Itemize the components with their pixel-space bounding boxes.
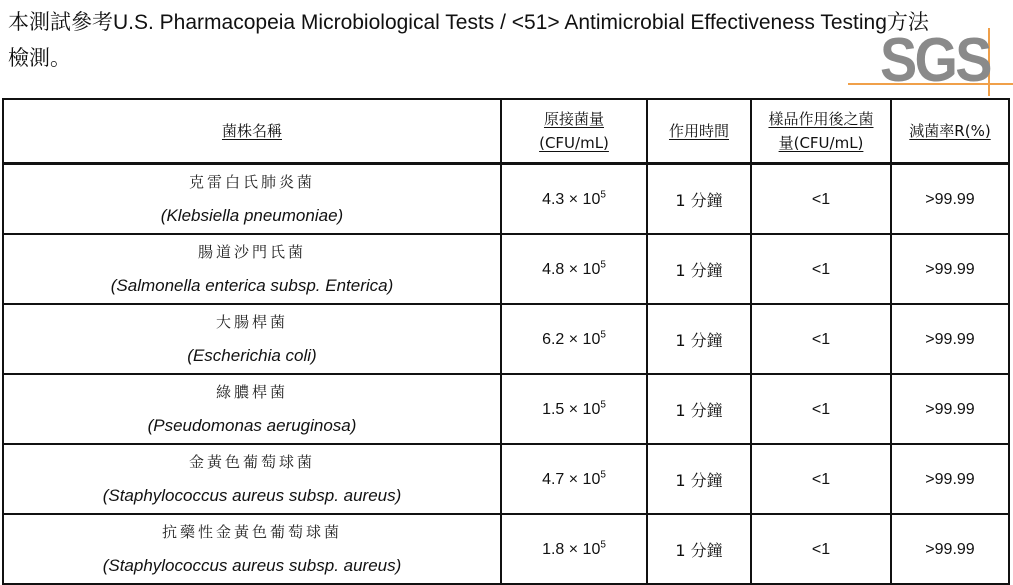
post-count-value: <1 xyxy=(811,541,831,558)
initial-count-exponent: 5 xyxy=(600,259,606,271)
initial-count-value xyxy=(542,331,606,348)
header-contact-time-label: 作用時間 xyxy=(668,122,729,140)
reduction-rate-cell xyxy=(891,514,1009,584)
initial-count-base: 4.7 × 10 xyxy=(542,471,601,488)
table-row xyxy=(3,374,1009,444)
contact-time-value: 1 分鐘 xyxy=(675,470,723,490)
contact-time-cell xyxy=(647,374,751,444)
reduction-rate-value: >99.99 xyxy=(925,261,975,278)
initial-count-exponent: 5 xyxy=(600,539,606,551)
strain-name-scientific: (Pseudomonas aeruginosa) xyxy=(147,416,357,435)
intro-text: 本測試參考U.S. Pharmacopeia Microbiological Tests / <51> Antimicrobial Effectiveness Testing方法檢測。 xyxy=(8,11,929,70)
contact-time-cell xyxy=(647,304,751,374)
initial-count-base: 1.8 × 10 xyxy=(542,541,601,558)
table-row xyxy=(3,514,1009,584)
contact-time-cell xyxy=(647,444,751,514)
contact-time-cell xyxy=(647,234,751,304)
initial-count-exponent: 5 xyxy=(600,469,606,481)
post-count-cell xyxy=(751,164,891,235)
initial-count-value xyxy=(542,191,606,208)
header-initial-count-unit: (CFU/mL) xyxy=(539,134,609,152)
contact-time-cell xyxy=(647,164,751,235)
post-count-cell xyxy=(751,304,891,374)
initial-count-cell xyxy=(501,304,647,374)
strain-name-chinese: 抗藥性金黃色葡萄球菌 xyxy=(161,523,342,541)
header-post-count xyxy=(751,99,891,164)
initial-count-cell xyxy=(501,164,647,235)
post-count-value: <1 xyxy=(811,191,831,208)
contact-time-value: 1 分鐘 xyxy=(675,190,723,210)
header-post-count-label: 樣品作用後之菌 xyxy=(768,110,874,128)
reduction-rate-value: >99.99 xyxy=(925,471,975,488)
initial-count-exponent: 5 xyxy=(600,329,606,341)
initial-count-exponent: 5 xyxy=(600,399,606,411)
strain-name-chinese: 綠膿桿菌 xyxy=(215,383,288,401)
header-contact-time xyxy=(647,99,751,164)
header-strain-name-label: 菌株名稱 xyxy=(221,122,282,140)
initial-count-base: 4.8 × 10 xyxy=(542,261,601,278)
strain-name-chinese: 腸道沙門氏菌 xyxy=(197,243,306,261)
table-row xyxy=(3,444,1009,514)
strain-name-chinese: 克雷白氏肺炎菌 xyxy=(188,173,315,191)
table-row xyxy=(3,234,1009,304)
strain-name-cell xyxy=(3,374,501,444)
contact-time-value: 1 分鐘 xyxy=(675,260,723,280)
table-row xyxy=(3,304,1009,374)
reduction-rate-cell xyxy=(891,304,1009,374)
initial-count-base: 4.3 × 10 xyxy=(542,191,601,208)
strain-name-scientific: (Staphylococcus aureus subsp. aureus) xyxy=(102,486,402,505)
header-post-count-unit: 量(CFU/mL) xyxy=(778,134,864,152)
header-reduction-rate-label: 減菌率R(%) xyxy=(909,122,991,140)
contact-time-value: 1 分鐘 xyxy=(675,330,723,350)
initial-count-value xyxy=(542,261,606,278)
initial-count-base: 6.2 × 10 xyxy=(542,331,601,348)
initial-count-cell xyxy=(501,234,647,304)
strain-name-chinese: 大腸桿菌 xyxy=(215,313,288,331)
strain-name-cell xyxy=(3,234,501,304)
reduction-rate-value: >99.99 xyxy=(925,541,975,558)
post-count-cell xyxy=(751,514,891,584)
initial-count-base: 1.5 × 10 xyxy=(542,401,601,418)
contact-time-value: 1 分鐘 xyxy=(675,400,723,420)
strain-name-chinese: 金黃色葡萄球菌 xyxy=(188,453,315,471)
initial-count-cell xyxy=(501,514,647,584)
reduction-rate-cell xyxy=(891,164,1009,235)
reduction-rate-cell xyxy=(891,374,1009,444)
reduction-rate-cell xyxy=(891,234,1009,304)
table-header-row xyxy=(3,99,1009,164)
post-count-value: <1 xyxy=(811,401,831,418)
strain-name-cell xyxy=(3,164,501,235)
strain-name-scientific: (Klebsiella pneumoniae) xyxy=(160,206,344,225)
reduction-rate-cell xyxy=(891,444,1009,514)
initial-count-value xyxy=(542,471,606,488)
post-count-value: <1 xyxy=(811,261,831,278)
reduction-rate-value: >99.99 xyxy=(925,191,975,208)
header-initial-count-label: 原接菌量 xyxy=(543,110,604,128)
initial-count-cell xyxy=(501,444,647,514)
post-count-cell xyxy=(751,234,891,304)
initial-count-cell xyxy=(501,374,647,444)
header-strain-name xyxy=(3,99,501,164)
strain-name-cell xyxy=(3,444,501,514)
strain-name-scientific: (Salmonella enterica subsp. Enterica) xyxy=(110,276,394,295)
contact-time-value: 1 分鐘 xyxy=(675,540,723,560)
header-initial-count xyxy=(501,99,647,164)
initial-count-value xyxy=(542,541,606,558)
table-row xyxy=(3,164,1009,235)
strain-name-scientific: (Staphylococcus aureus subsp. aureus) xyxy=(102,556,402,575)
post-count-cell xyxy=(751,374,891,444)
initial-count-value xyxy=(542,401,606,418)
strain-name-cell xyxy=(3,304,501,374)
strain-name-scientific: (Escherichia coli) xyxy=(187,346,317,365)
initial-count-exponent: 5 xyxy=(600,189,606,201)
header-reduction-rate xyxy=(891,99,1009,164)
results-table xyxy=(2,98,1010,585)
contact-time-cell xyxy=(647,514,751,584)
strain-name-cell xyxy=(3,514,501,584)
logo-wordmark: SGS xyxy=(880,26,990,95)
post-count-value: <1 xyxy=(811,331,831,348)
reduction-rate-value: >99.99 xyxy=(925,401,975,418)
post-count-cell xyxy=(751,444,891,514)
reduction-rate-value: >99.99 xyxy=(925,331,975,348)
sgs-logo xyxy=(848,28,1013,96)
post-count-value: <1 xyxy=(811,471,831,488)
